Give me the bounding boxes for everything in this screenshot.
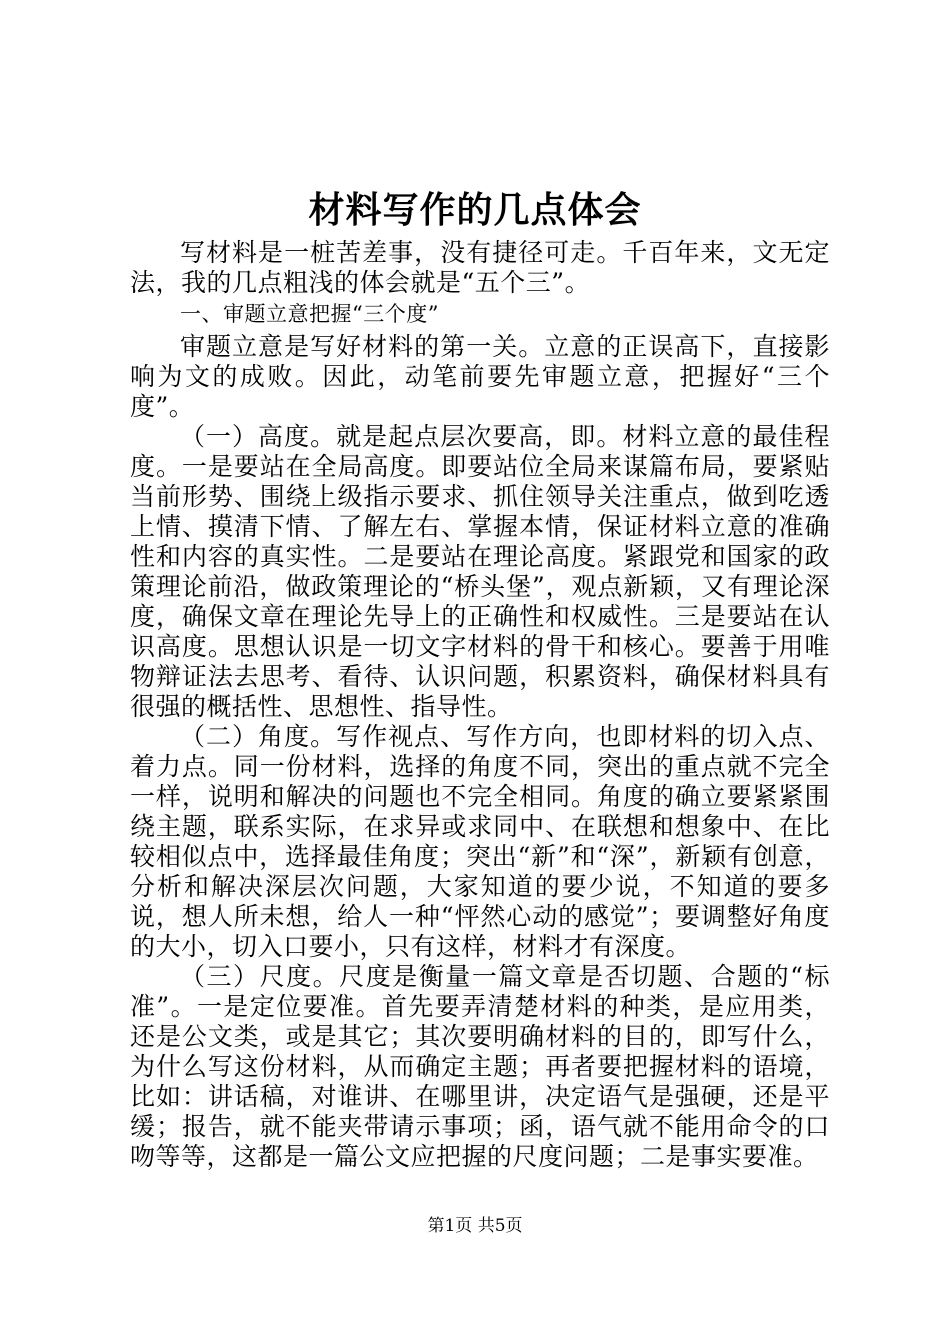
document-body xyxy=(130,238,830,1172)
section-heading-1: 一、审题立意把握“三个度” xyxy=(180,302,439,326)
paragraph-angle: （二）角度。写作视点、写作方向，也即材料的切入点、着力点。同一份材料，选择的角度不同，突出的重点就不完全一样，说明和解决的问题也不完全相同。角度的确立要紧紧围绕主题，联系实际，在求异或求同中、在联想和想象中、在比较相似点中，选择最佳角度；突出“新”和“深”，新颖有创意，分析和解决深层次问题，大家知道的要少说，不知道的要多说，想人所未想，给人一种“怦然心动的感觉”；要调整好角度的大小，切入口要小，只有这样，材料才有深度。 xyxy=(130,722,830,961)
paragraph-section-1-intro: 审题立意是写好材料的第一关。立意的正误高下，直接影响为文的成败。因此，动笔前要先审题立意，把握好“三个度”。 xyxy=(130,332,830,421)
paragraph-scale: （三）尺度。尺度是衡量一篇文章是否切题、合题的“标准”。一是定位要准。首先要弄清楚材料的种类，是应用类，还是公文类，或是其它；其次要明确材料的目的，即写什么，为什么写这份材料，从而确定主题；再者要把握材料的语境，比如：讲话稿，对谁讲、在哪里讲，决定语气是强硬，还是平缓；报告，就不能夹带请示事项；函，语气就不能用命令的口吻等等，这都是一篇公文应把握的尺度问题；二是事实要准。 xyxy=(130,962,830,1171)
page-footer: 第1页 共5页 xyxy=(427,1216,523,1236)
document-title: 材料写作的几点体会 xyxy=(308,189,642,231)
paragraph-height: （一）高度。就是起点层次要高，即。材料立意的最佳程度。一是要站在全局高度。即要站位全局来谋篇布局，要紧贴当前形势、围绕上级指示要求、抓住领导关注重点，做到吃透上情、摸清下情、了解左右、掌握本情，保证材料立意的准确性和内容的真实性。二是要站在理论高度。紧跟党和国家的政策理论前沿，做政策理论的“桥头堡”，观点新颖，又有理论深度，确保文章在理论先导上的正确性和权威性。三是要站在认识高度。思想认识是一切文字材料的骨干和核心。要善于用唯物辩证法去思考、看待、认识问题，积累资料，确保材料具有很强的概括性、思想性、指导性。 xyxy=(130,422,830,721)
paragraph-intro: 写材料是一桩苦差事，没有捷径可走。千百年来，文无定法，我的几点粗浅的体会就是“五个三”。 xyxy=(130,238,830,297)
